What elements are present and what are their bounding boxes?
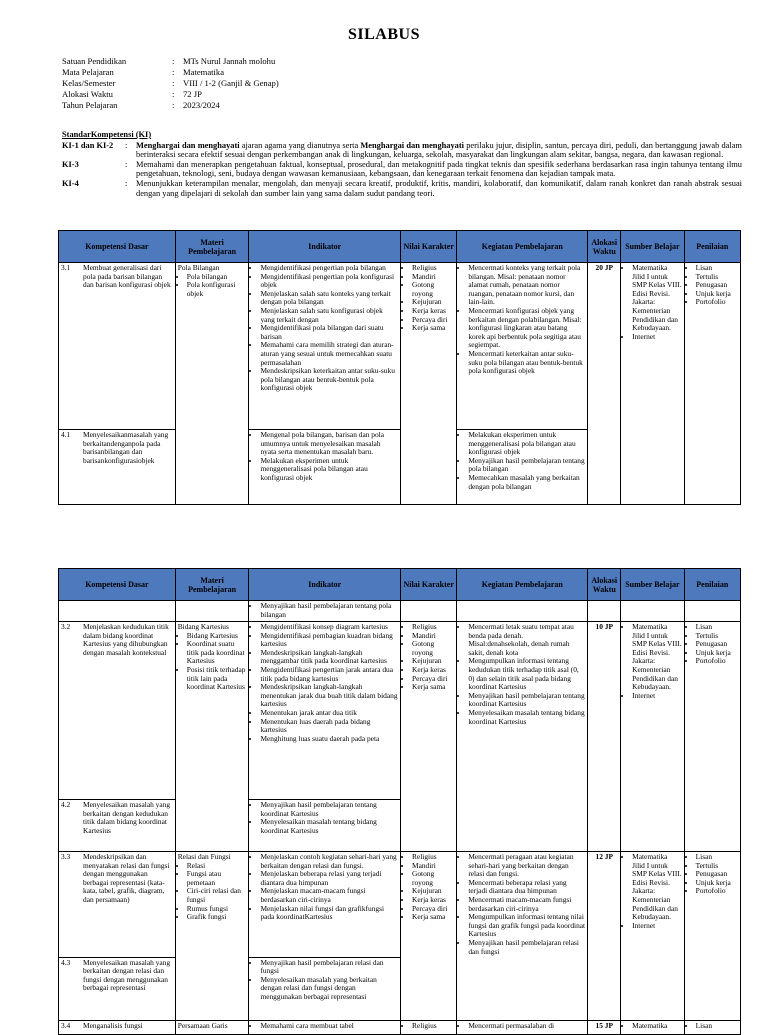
list-item: • Gotong royong [412,870,454,887]
list-item: • Internet [632,922,681,931]
list-item: • Mencermati beberapa relasi yang terjadi diantara dua himpunan [468,879,585,896]
list-item: • Menyajikan hasil pembelajaran tentang koordinat Kartesius [260,801,398,818]
list-item: • Mencermati macam-macam fungsi berdasarkan ciri-cirinya [468,896,585,913]
materi-cell: Bidang Kartesius • Bidang Kartesius • Koordinat suatu titik pada koordinat Kartesius • Posisi titik terhadap titik lain pada koordinat Kartesius [175,622,249,800]
list-item: • Matematika Jilid I untuk SMP Kelas VIII. Edisi Revisi. Jakarta: Kementerian Pendidikan dan Kebudayaan. [632,623,681,692]
info-row: Alokasi Waktu : 72 JP [62,89,202,99]
list-item: • Mendeskripsikan langkah-langkah menentukan jarak dua buah titik dalam bidang kartesius [260,683,398,709]
table-row [59,957,741,1020]
indikator-cell [249,601,401,622]
list-item: • Mengidentifikasi pengertian pola bilangan [260,264,398,273]
list-item: • Menentukan luas daerah pada bidang kartesius [260,718,398,735]
penilaian-cell [684,1020,740,1034]
list-item: • Penugasan [696,281,738,290]
list-item: • Pola konfigurasi objek [187,281,247,298]
list-item: • Religius [412,623,454,632]
list-item: • Unjuk kerja [696,290,738,299]
list-item: • Lisan [696,1022,738,1031]
indikator-cell [249,957,401,1020]
list-item: • Mengidentifikasi pola bilangan dari suatu barisan [260,324,398,341]
list-item: • Memahami cara memilih strategi dan aturan-aturan yang sesuai untuk memecahkan suatu permasalahan [260,341,398,367]
list-item: • Menyelesaikan masalah yang berkaitan dengan relasi dan fungsi dengan menggunakan berbagai representasi [260,976,398,1002]
kd-cell: 3.4 Menganalisis fungsi [59,1020,176,1034]
list-item: • Bidang Kartesius [187,632,247,641]
list-item: • Mengumpulkan informasi tentang kedudukan titik terhadap titik asal (0, 0) dan selain titik asal pada bidang koordinat Kartesius [468,657,585,691]
table-row [59,852,741,958]
list-item: • Matematika [632,1022,681,1031]
alokasi-cell: 20 JP [588,263,621,430]
list-item: • Mengenal pola bilangan, barisan dan pola umumnya untuk menyelesaikan masalah nyata serta menentukan masalah baru. [260,431,398,457]
info-row: Satuan Pendidikan : MTs Nurul Jannah molohu [62,56,276,66]
alokasi-cell: 10 JP [588,622,621,800]
sumber-cell [621,1020,684,1034]
list-item: • Lisan [696,623,738,632]
list-item: • Memahami cara membuat tabel [260,1022,398,1031]
list-item: • Menghitung luas suatu daerah pada peta [260,735,398,744]
table-row [59,601,741,622]
list-item: • Unjuk kerja [696,879,738,888]
list-item: • Menjelaskan salah satu konteks yang terkait dengan pola bilangan [260,290,398,307]
list-item: • Internet [632,333,681,342]
materi-cell: Relasi dan Fungsi • Relasi • Fungsi atau pemetaan • Ciri-ciri relasi dan fungsi • Rumus fungsi • Grafik fungsi [175,852,249,958]
list-item: • Menjelaskan salah satu konfigurasi objek yang terkait dengan [260,307,398,324]
kegiatan-cell [457,622,588,800]
list-item: • Mencermati letak suatu tempat atau benda pada denah. Misal:denahsekolah, denah rumah sakit, denah kota [468,623,585,657]
sumber-cell [621,263,684,430]
list-item: • Percaya diri [412,905,454,914]
list-item: • Mengidentifikasi konsep diagram kartesius [260,623,398,632]
list-item: • Internet [632,692,681,701]
list-item: • Grafik fungsi [187,913,247,922]
list-item: • Mengidentifikasi pembagian kuadran bidang kartesius [260,632,398,649]
table-header-row: Kompetensi Dasar Materi Pembelajaran Indikator Nilai Karakter Kegiatan Pembelajaran Alokasi Waktu Sumber Belajar Penilaian [59,231,741,263]
penilaian-cell [684,622,740,800]
list-item: • Mandiri [412,632,454,641]
list-item: • Mencermati keterkaitan antar suku-suku pola bilangan atau bentuk-bentuk pola konfigurasi objek [468,350,585,376]
kd-cell: 3.2 Menjelaskan kedudukan titik dalam bidang koordinat Kartesius yang dihubungkan dengan masalah kontekstual [59,622,176,800]
kd-cell: 3.1 Membuat generalisasi dari pola pada barisan bilangan dan barisan konfigurasi objek [59,263,176,430]
indikator-cell [249,852,401,958]
list-item: • Menyelesaikan masalah tentang bidang koordinat Kartesius [468,709,585,726]
penilaian-cell [684,852,740,958]
nilai-cell [401,1020,457,1034]
list-item: • Koordinat suatu titik pada koordinat Kartesius [187,640,247,666]
ki-row: KI-1 dan KI-2 : Menghargai dan menghayati ajaran agama yang dianutnya serta Menghargai dan menghayati perilaku jujur, disiplin, santun, percaya diri, peduli, dan bertanggung jawab dalam berinteraksi secara efektif sesuai dengan perkembangan anak di lingkungan, keluarga, sekolah, masyarakat dan lingkungan alam sekitar, bangsa, negara, dan kawasan regional. [62,140,742,160]
list-item: • Religius [412,853,454,862]
list-item: • Mengidentifikasi pengertian pola konfigurasi objek [260,273,398,290]
list-item: • Menyajikan hasil pembelajaran tentang pola bilangan [468,457,585,474]
penilaian-cell [684,263,740,430]
document-info [62,56,279,111]
list-item: • Menyajikan hasil pembelajaran relasi dan fungsi [260,959,398,976]
list-item: • Menjelaskan nilai fungsi dan grafikfungsi pada koordinatKartesius [260,905,398,922]
indikator-cell [249,800,401,852]
list-item: • Kerja keras [412,307,454,316]
info-row: Mata Pelajaran : Matematika [62,67,225,77]
list-item: • Melakukan eksperimen untuk menggeneralisasi pola bilangan atau konfigurasi objek [468,431,585,457]
ki-row: KI-3 : Memahami dan menerapkan pengetahuan faktual, konseptual, prosedural, dan metakognitif pada tingkat teknis dan spesifik sederhana berdasarkan rasa ingin tahunya tentang ilmu pengetahuan, teknologi, seni, budaya dengan wawasan kemanusiaan, kebangsaan, dan kenegaraan terkait fenomena dan kejadian tampak mata. [62,159,742,179]
list-item: • Portofolio [696,298,738,307]
list-item: • Mendeskripsikan langkah-langkah menggambar titik pada koordinat kartesius [260,649,398,666]
list-item: • Mencermati konfigurasi objek yang berkaitan dengan polabilangan. Misal: konfigurasi lingkaran atau batang korek api berbentuk pola segitiga atau segiempat. [468,307,585,350]
info-row: Tahun Pelajaran : 2023/2024 [62,100,220,110]
syllabus-table-1 [58,230,741,505]
list-item: • Menjelaskan macam-macam fungsi berdasarkan ciri-cirinya [260,887,398,904]
list-item: • Unjuk kerja [696,649,738,658]
alokasi-cell: 12 JP [588,852,621,958]
list-item: • Portofolio [696,657,738,666]
table-row [59,430,741,505]
alokasi-cell: 15 JP [588,1020,621,1034]
kd-cell: 3.3 Mendeskripsikan dan menyatakan relasi dan fungsi dengan menggunakan berbagai representasi (kata-kata, tabel, grafik, diagram, dan persamaan) [59,852,176,958]
kegiatan-cell [457,852,588,958]
nilai-cell [401,852,457,958]
syllabus-table-2 [58,568,741,1035]
kd-cell: 4.2 Menyelesaikan masalah yang berkaitan dengan kedudukan titik dalam bidang koordinat Kartesius [59,800,176,852]
list-item: • Gotong royong [412,281,454,298]
list-item: • Religius [412,1022,454,1031]
list-item: • Kerja sama [412,324,454,333]
list-item: • Matematika Jilid I untuk SMP Kelas VIII. Edisi Revisi. Jakarta: Kementerian Pendidikan dan Kebudayaan. [632,264,681,333]
kegiatan-cell [457,263,588,430]
kegiatan-cell [457,430,588,505]
indikator-cell [249,263,401,430]
list-item: • Tertulis [696,632,738,641]
indikator-cell [249,430,401,505]
list-item: • Gotong royong [412,640,454,657]
list-item: • Memecahkan masalah yang berkaitan dengan pola bilangan [468,474,585,491]
list-item: • Penugasan [696,640,738,649]
ki-row: KI-4 : Menunjukkan keterampilan menalar, mengolah, dan menyaji secara kreatif, produktif, kritis, mandiri, kolaboratif, dan komunikatif, dalam ranah konkret dan ranah abstrak sesuai dengan yang dipelajari di sekolah dan sumber lain yang sama dalam sudut pandang teori. [62,178,742,198]
indikator-cell [249,622,401,800]
document-title: SILABUS [348,26,420,43]
list-item: • Kejujuran [412,887,454,896]
indikator-cell [249,1020,401,1034]
table-row [59,263,741,430]
list-item: • Tertulis [696,273,738,282]
list-item: • Ciri-ciri relasi dan fungsi [187,887,247,904]
list-item: • Religius [412,264,454,273]
table-row [59,800,741,852]
kegiatan-cell [457,1020,588,1034]
list-item: • Portofolio [696,887,738,896]
info-row: Kelas/Semester : VIII / 1-2 (Ganjil & Genap) [62,78,279,88]
list-item: • Kejujuran [412,298,454,307]
core-competencies [62,130,742,198]
list-item: • Kerja keras [412,896,454,905]
list-item: • Mendeskripsikan keterkaitan antar suku-suku pola bilangan atau bentuk-bentuk pola konfigurasi objek [260,367,398,393]
list-item: • Mencermati permasalahan di [468,1022,585,1031]
list-item: • Menyajikan hasil pembelajaran relasi dan fungsi [468,939,585,956]
list-item: • Mencermati peragaan atau kegiatan sehari-hari yang berkaitan dengan relasi dan fungsi. [468,853,585,879]
list-item: • Mandiri [412,273,454,282]
list-item: • Kerja sama [412,913,454,922]
list-item: • Kejujuran [412,657,454,666]
list-item: • Melakukan eksperimen untuk menggeneralisasi pola bilangan atau konfigurasi objek [260,457,398,483]
list-item: • Pola bilangan [187,273,247,282]
list-item: • Relasi [187,862,247,871]
list-item: • Posisi titik terhadap titik lain pada koordinat Kartesius [187,666,247,692]
list-item: • Menyajikan hasil pembelajaran tentang pola bilangan [260,602,398,619]
list-item: • Mandiri [412,862,454,871]
list-item: • Lisan [696,853,738,862]
nilai-cell [401,263,457,430]
list-item: • Percaya diri [412,675,454,684]
table-header-row: Kompetensi Dasar Materi Pembelajaran Indikator Nilai Karakter Kegiatan Pembelajaran Alokasi Waktu Sumber Belajar Penilaian [59,569,741,601]
list-item: • Mengumpulkan informasi tentang nilai fungsi dan grafik fungsi pada koordinat Kartesius [468,913,585,939]
list-item: • Percaya diri [412,316,454,325]
list-item: • Rumus fungsi [187,905,247,914]
list-item: • Mengidentifikasi pengertian jarak antara dua titik pada bidang kartesius [260,666,398,683]
list-item: • Menjelaskan contoh kegiatan sehari-hari yang berkaitan dengan relasi dan fungsi. [260,853,398,870]
list-item: • Menyajikan hasil pembelajaran tentang koordinat Kartesius [468,692,585,709]
list-item: • Mencermati konteks yang terkait pola bilangan. Misal: penataan nomor alamat rumah, penataan nomor ruangan, penataan nomor kursi, dan lain-lain. [468,264,585,307]
list-item: • Menentukan jarak antar dua titik [260,709,398,718]
list-item: • Tertulis [696,862,738,871]
list-item: • Kerja keras [412,666,454,675]
ki-heading: StandarKompetensi (KI) [62,130,152,139]
kd-cell: 4.1 Menyelesaikanmasalah yang berkaitandenganpola pada barisanbilangan dan barisankonfigurasiobjek [59,430,176,505]
sumber-cell [621,852,684,958]
list-item: • Menyelesaikan masalah tentang bidang koordinat Kartesius [260,818,398,835]
list-item: • Kerja sama [412,683,454,692]
table-row [59,1020,741,1034]
sumber-cell [621,622,684,800]
list-item: • Menjelaskan beberapa relasi yang terjadi diantara dua himpunan [260,870,398,887]
nilai-cell [401,622,457,800]
list-item: • Lisan [696,264,738,273]
table-row [59,622,741,800]
list-item: • Matematika Jilid I untuk SMP Kelas VIII. Edisi Revisi. Jakarta: Kementerian Pendidikan dan Kebudayaan. [632,853,681,922]
list-item: • Penugasan [696,870,738,879]
kd-cell: 4.3 Menyelesaikan masalah yang berkaitan dengan relasi dan fungsi dengan menggunakan berbagai representasi [59,957,176,1020]
materi-cell: Pola Bilangan • Pola bilangan • Pola konfigurasi objek [175,263,249,430]
materi-cell: Persamaan Garis [175,1020,249,1034]
list-item: • Fungsi atau pemetaan [187,870,247,887]
